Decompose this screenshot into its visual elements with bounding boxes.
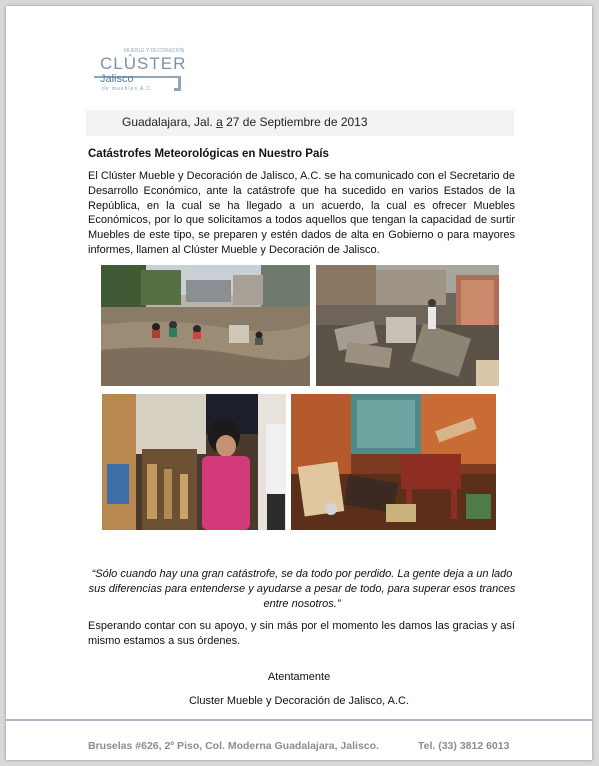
photo-destroyed-room — [291, 394, 496, 530]
footer-address: Bruselas #626, 2º Piso, Col. Moderna Guadalajara, Jalisco. — [88, 740, 379, 752]
logo-tagline: MUEBLE Y DECORACIÓN — [124, 48, 185, 54]
signoff: Atentamente — [267, 671, 331, 683]
photo-destroyed-room-image — [291, 394, 496, 530]
logo-subtitle: de muebles A.C. — [102, 86, 154, 92]
footer-phone: Tel. (33) 3812 6013 — [418, 740, 510, 752]
date-line — [122, 115, 368, 129]
closing-paragraph: Esperando contar con su apoyo, y sin más por el momento les damos las gracias y así mismo estamos a sus órdenes. — [88, 620, 515, 647]
logo-hook-foot — [174, 88, 181, 91]
photo-flooded-street-image — [101, 265, 310, 386]
letter-page — [6, 6, 592, 760]
date-underlined: a — [216, 115, 223, 129]
footer-rule — [6, 719, 592, 721]
signature: Cluster Mueble y Decoración de Jalisco, A.C. — [188, 695, 410, 707]
photo-girl-furniture-image — [102, 394, 286, 530]
body-paragraph: El Clúster Mueble y Decoración de Jalisco, A.C. se ha comunicado con el Secretario de Desarrollo Económico, ante la catástrofe que ha sucedido en varios Estados de la República, en la cual se ha llegado a un acuerdo, la cual es ofrecer Muebles Económicos, por lo que solicitamos a todos aquellos que tengan la capacidad de surtir Muebles de este tipo, se preparen y estén dados de alta en Gobierno o para mayores informes, llamen al Clúster Mueble y Decoración de Jalisco. — [88, 170, 515, 256]
logo-region: Jalisco — [100, 73, 134, 85]
photo-flooded-street — [101, 265, 310, 386]
quote-text: “Sólo cuando hay una gran catástrofe, se da todo por perdido. La gente deja a un lado sus diferencias para entenderse y ayudarse a pesar de todo, para superar esos trances entre nosotros.” — [88, 568, 516, 610]
date-suffix: 27 de Septiembre de 2013 — [222, 115, 368, 129]
date-prefix: Guadalajara, Jal. — [122, 115, 217, 129]
logo-name: CLÚSTER — [100, 54, 187, 73]
letter-heading: Catástrofes Meteorológicas en Nuestro País — [88, 148, 329, 160]
photo-damaged-street — [316, 265, 499, 386]
date-band — [86, 110, 514, 136]
photo-damaged-street-image — [316, 265, 499, 386]
photo-girl-furniture — [102, 394, 286, 530]
cluster-logo — [94, 46, 190, 96]
